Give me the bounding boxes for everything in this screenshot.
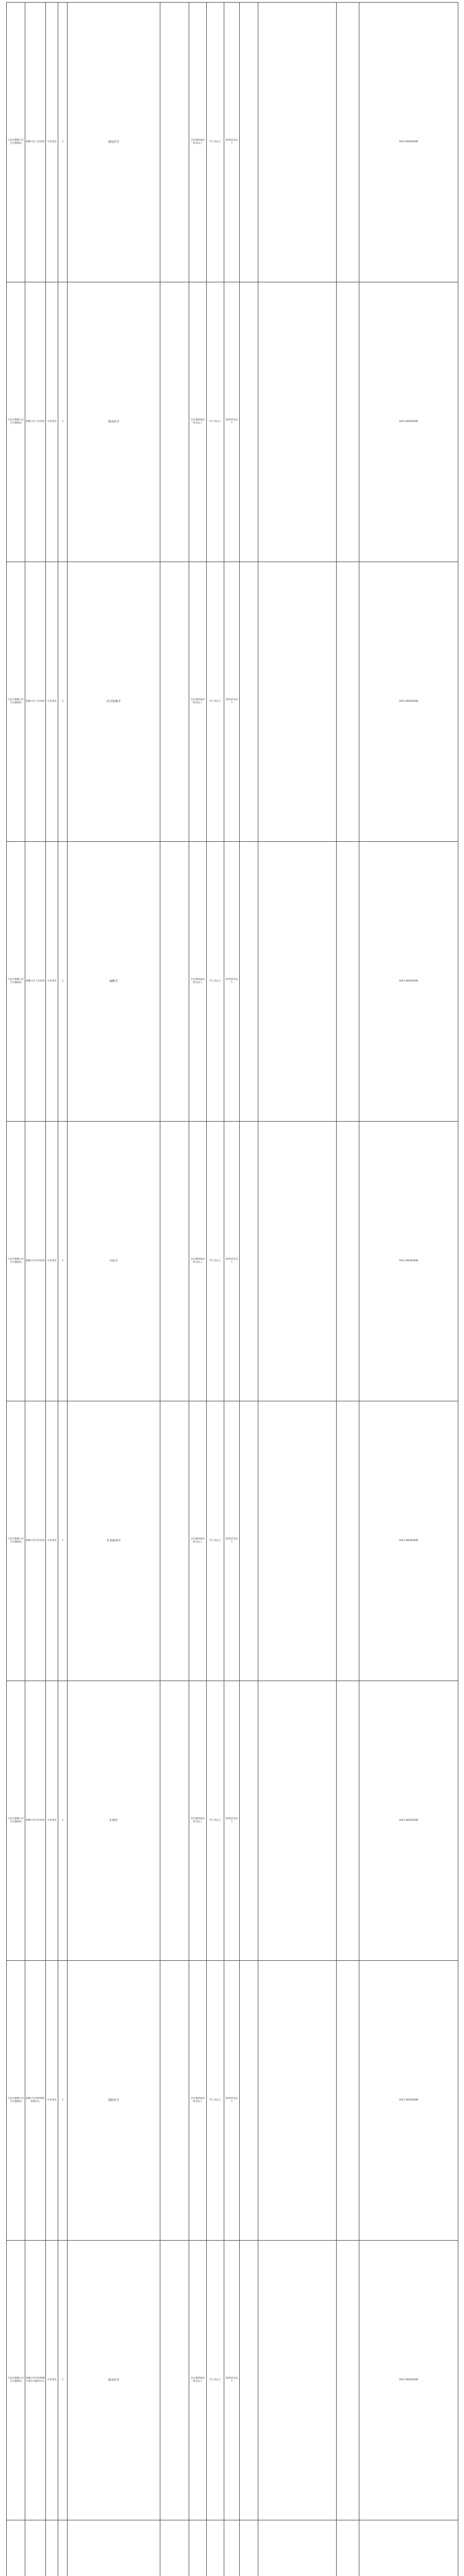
table-cell <box>258 1122 337 1401</box>
table-cell <box>207 2520 224 2576</box>
table-cell: 学士及以上 <box>207 3 224 282</box>
table-cell: 专业技术 <box>46 842 58 1122</box>
table-cell: 0411-86383608 <box>359 3 458 282</box>
table-row <box>7 1122 458 1401</box>
table-cell: 旅顺口区妇幼保健计划生育服务中心 <box>25 2241 46 2520</box>
table-cell: 大连市旅顺口区卫生健康局 <box>7 1401 25 1681</box>
table-row <box>7 1961 458 2241</box>
table-cell <box>240 2520 258 2576</box>
table-row <box>7 842 458 1122</box>
table-row <box>7 3 458 282</box>
table-cell: 0411-86383608 <box>359 2241 458 2520</box>
table-cell: 专业技术 <box>46 562 58 842</box>
table-cell: 旅顺口区人民医院 <box>25 842 46 1122</box>
table-cell <box>160 2241 189 2520</box>
table-cell: 学士及以上 <box>207 2241 224 2520</box>
table-cell: 旅顺口区人民医院 <box>25 3 46 282</box>
table-cell <box>258 1961 337 2241</box>
table-cell <box>240 3 258 282</box>
table-cell: 全日制普通本科及以上 <box>189 2241 207 2520</box>
table-cell: 1 <box>58 1961 68 2241</box>
table-cell <box>258 562 337 842</box>
table-cell <box>189 2520 207 2576</box>
table-cell: 专业技术 <box>46 3 58 282</box>
table-row <box>7 2520 458 2576</box>
recruitment-table <box>6 2 458 2576</box>
table-cell: 1 <box>58 282 68 562</box>
table-cell: 学士及以上 <box>207 1401 224 1681</box>
table-cell <box>160 562 189 842</box>
table-cell: 大连市旅顺口区卫生健康局 <box>7 282 25 562</box>
table-cell: 学士及以上 <box>207 282 224 562</box>
table-row <box>7 1401 458 1681</box>
table-cell <box>160 2520 189 2576</box>
table-cell: 全日制普通本科及以上 <box>189 282 207 562</box>
table-cell <box>258 1681 337 1961</box>
table-cell: 专业技术 <box>46 1681 58 1961</box>
table-cell <box>240 1681 258 1961</box>
table-cell <box>240 1401 258 1681</box>
table-cell: 0411-86383608 <box>359 1401 458 1681</box>
table-cell <box>337 282 359 562</box>
table-cell <box>160 3 189 282</box>
table-cell: 35周岁及以下 <box>224 1401 240 1681</box>
table-cell <box>160 1122 189 1401</box>
table-cell <box>240 562 258 842</box>
table-cell: 大连市旅顺口区卫生健康局 <box>7 1122 25 1401</box>
table-cell <box>240 1122 258 1401</box>
table-cell: 1 <box>58 842 68 1122</box>
table-cell: 35周岁及以下 <box>224 1961 240 2241</box>
table-cell: 0411-86383608 <box>359 1681 458 1961</box>
table-cell <box>240 2241 258 2520</box>
table-row <box>7 282 458 562</box>
table-cell: 大连市旅顺口区卫生健康局 <box>7 1961 25 2241</box>
table-cell: 1 <box>58 1401 68 1681</box>
table-cell: 临床医学 <box>68 282 160 562</box>
table-cell: 专业技术 <box>46 2241 58 2520</box>
table-cell: 临床医学 <box>68 2241 160 2520</box>
table-cell: 35周岁及以下 <box>224 842 240 1122</box>
table-cell: 35周岁及以下 <box>224 562 240 842</box>
table-cell: 全日制普通本科及以上 <box>189 1122 207 1401</box>
table-cell <box>258 282 337 562</box>
table-cell: 预防医学 <box>68 1961 160 2241</box>
table-cell <box>258 842 337 1122</box>
table-cell <box>337 3 359 282</box>
table-cell: 康复医学 <box>68 3 160 282</box>
table-cell: 旅顺口区中医医院 <box>25 1401 46 1681</box>
table-cell <box>160 282 189 562</box>
table-cell: 学士及以上 <box>207 1961 224 2241</box>
table-cell <box>68 2520 160 2576</box>
table-cell: 1 <box>58 562 68 842</box>
table-cell: 1 <box>58 1681 68 1961</box>
table-cell: 全日制普通本科及以上 <box>189 1961 207 2241</box>
table-cell: 35周岁及以下 <box>224 2241 240 2520</box>
table-cell <box>160 1401 189 1681</box>
table-cell: 全日制普通本科及以上 <box>189 3 207 282</box>
table-cell: 针灸推拿学 <box>68 1401 160 1681</box>
table-cell: 35周岁及以下 <box>224 1681 240 1961</box>
table-cell <box>7 2520 25 2576</box>
table-cell: 旅顺口区中医医院 <box>25 1681 46 1961</box>
table-cell <box>258 3 337 282</box>
table-cell: 1 <box>58 3 68 282</box>
table-cell: 专业技术 <box>46 1122 58 1401</box>
table-cell <box>160 842 189 1122</box>
table-cell: 全日制普通本科及以上 <box>189 562 207 842</box>
table-cell: 大连市旅顺口区卫生健康局 <box>7 3 25 282</box>
table-cell: 护理学 <box>68 1681 160 1961</box>
table-cell <box>337 842 359 1122</box>
table-cell: 35周岁及以下 <box>224 3 240 282</box>
table-cell: 0411-86383608 <box>359 282 458 562</box>
table-cell: 学士及以上 <box>207 842 224 1122</box>
table-cell: 旅顺口区中医医院 <box>25 1122 46 1401</box>
table-cell: 全日制普通本科及以上 <box>189 842 207 1122</box>
table-cell: 学士及以上 <box>207 1681 224 1961</box>
table-cell <box>359 2520 458 2576</box>
table-cell <box>240 282 258 562</box>
table-row <box>7 2241 458 2520</box>
table-cell: 旅顺口区疾病预防控制中心 <box>25 1961 46 2241</box>
table-row <box>7 562 458 842</box>
table-cell <box>337 1122 359 1401</box>
table-cell: 大连市旅顺口区卫生健康局 <box>7 562 25 842</box>
table-cell <box>160 1681 189 1961</box>
table-cell <box>224 2520 240 2576</box>
table-cell <box>160 1961 189 2241</box>
table-cell: 医学影像学 <box>68 562 160 842</box>
table-cell: 1 <box>58 1122 68 1401</box>
table-cell <box>337 1401 359 1681</box>
table-cell <box>337 562 359 842</box>
table-cell <box>258 2520 337 2576</box>
table-cell: 旅顺口区人民医院 <box>25 562 46 842</box>
table-cell <box>337 1681 359 1961</box>
table-cell: 学士及以上 <box>207 1122 224 1401</box>
table-cell: 0411-86383608 <box>359 842 458 1122</box>
table-cell: 麻醉学 <box>68 842 160 1122</box>
table-cell: 1 <box>58 2241 68 2520</box>
table-cell: 大连市旅顺口区卫生健康局 <box>7 1681 25 1961</box>
table-cell: 专业技术 <box>46 1401 58 1681</box>
table-cell <box>258 2241 337 2520</box>
table-cell: 0411-86383608 <box>359 1961 458 2241</box>
table-cell: 35周岁及以下 <box>224 1122 240 1401</box>
table-cell: 专业技术 <box>46 282 58 562</box>
table-row <box>7 1681 458 1961</box>
table-cell <box>46 2520 58 2576</box>
table-cell: 35周岁及以下 <box>224 282 240 562</box>
table-cell: 旅顺口区人民医院 <box>25 282 46 562</box>
table-cell <box>337 2241 359 2520</box>
table-cell <box>240 842 258 1122</box>
table-cell: 大连市旅顺口区卫生健康局 <box>7 842 25 1122</box>
table-cell: 全日制普通本科及以上 <box>189 1401 207 1681</box>
table-cell: 大连市旅顺口区卫生健康局 <box>7 2241 25 2520</box>
table-cell <box>240 1961 258 2241</box>
table-cell: 0411-86383608 <box>359 1122 458 1401</box>
table-cell: 学士及以上 <box>207 562 224 842</box>
table-cell <box>258 1401 337 1681</box>
table-cell <box>25 2520 46 2576</box>
table-cell <box>58 2520 68 2576</box>
table-cell: 专业技术 <box>46 1961 58 2241</box>
table-cell: 全日制普通本科及以上 <box>189 1681 207 1961</box>
table-cell <box>337 1961 359 2241</box>
table-cell: 中医学 <box>68 1122 160 1401</box>
table-cell: 0411-86383608 <box>359 562 458 842</box>
table-cell <box>337 2520 359 2576</box>
recruitment-table-sheet <box>6 2 458 2576</box>
